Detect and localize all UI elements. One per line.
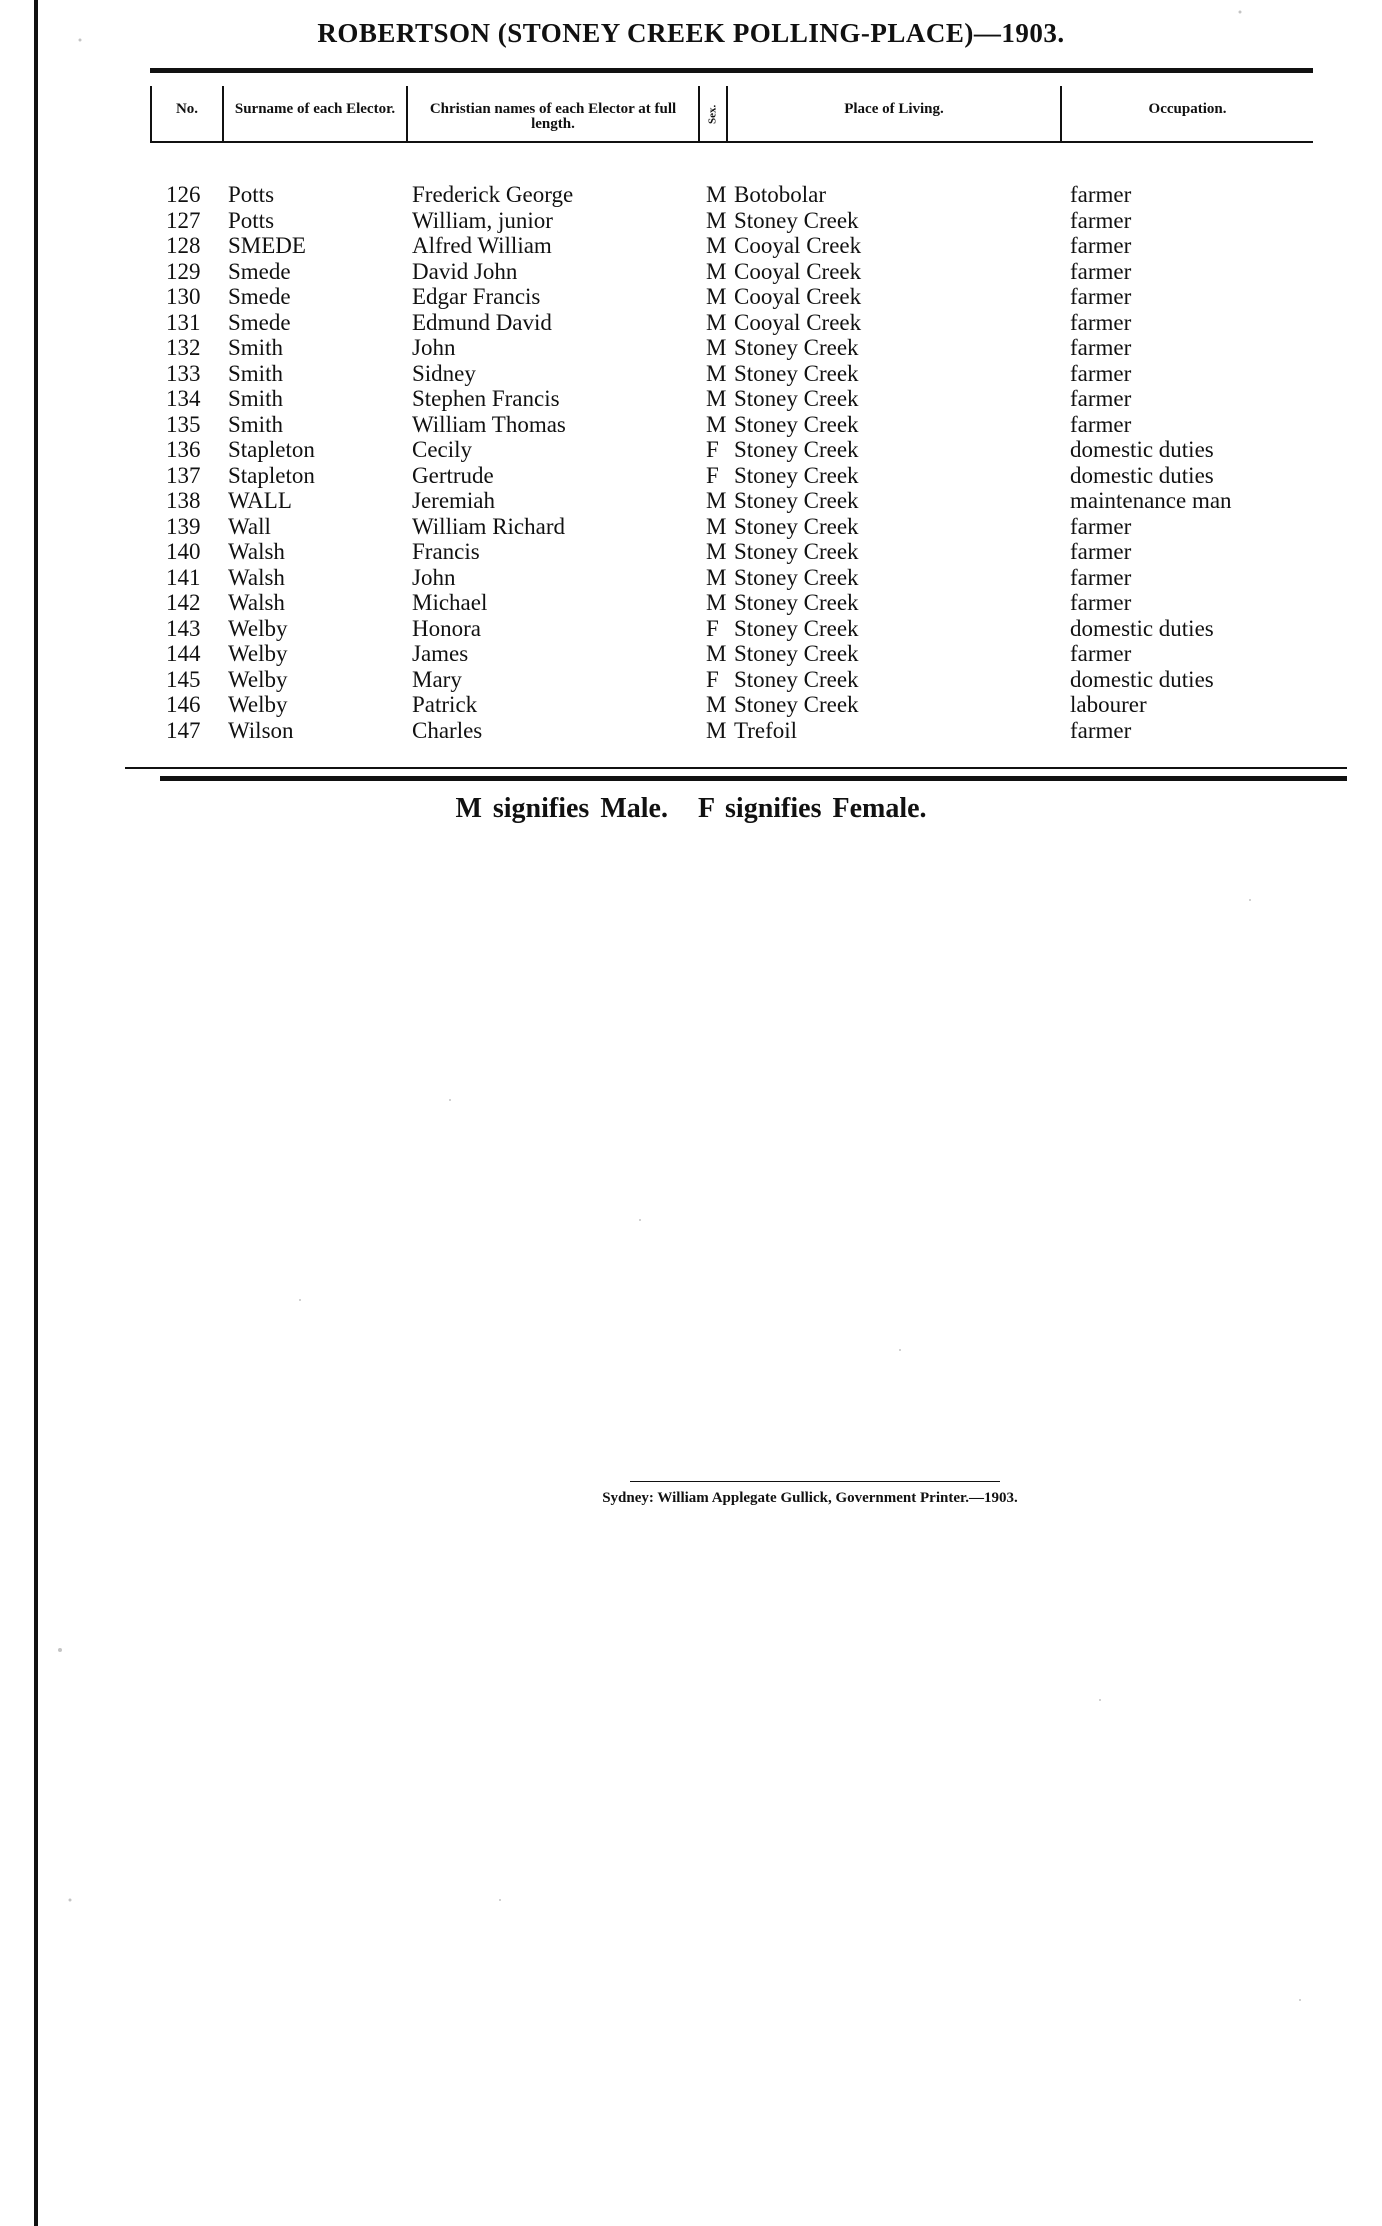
elector-surname: SMEDE: [228, 233, 306, 258]
elector-occupation: domestic duties: [1070, 666, 1214, 692]
elector-surname: Smith: [228, 411, 283, 437]
elector-christian-names: Edgar Francis: [412, 284, 541, 309]
page-title: ROBERTSON (STONEY CREEK POLLING-PLACE)—1903.: [317, 18, 1065, 48]
elector-occupation: farmer: [1070, 641, 1132, 666]
elector-christian-names: Mary: [412, 666, 462, 692]
elector-place-of-living: Stoney Creek: [734, 564, 859, 590]
elector-occupation: farmer: [1070, 360, 1132, 386]
elector-sex: M: [706, 258, 727, 284]
elector-sex: F: [706, 615, 719, 641]
elector-occupation: farmer: [1070, 717, 1132, 743]
elector-number: 141: [166, 564, 201, 590]
elector-place-of-living: Cooyal Creek: [734, 258, 862, 284]
elector-place-of-living: Stoney Creek: [734, 411, 859, 437]
elector-christian-names: James: [412, 641, 469, 666]
elector-surname: Walsh: [228, 564, 285, 590]
elector-christian-names: Edmund David: [412, 309, 552, 335]
elector-sex: M: [706, 182, 727, 207]
header-occupation: Occupation.: [1148, 101, 1227, 117]
elector-surname: Smede: [228, 284, 291, 309]
elector-occupation: farmer: [1070, 207, 1132, 233]
elector-place-of-living: Cooyal Creek: [734, 309, 862, 335]
elector-surname: Potts: [228, 182, 275, 207]
elector-surname: Welby: [228, 666, 288, 692]
elector-surname: Welby: [228, 641, 288, 666]
elector-place-of-living: Cooyal Creek: [734, 233, 862, 258]
elector-occupation: labourer: [1070, 692, 1147, 717]
elector-place-of-living: Stoney Creek: [734, 513, 859, 539]
elector-occupation: farmer: [1070, 258, 1132, 284]
elector-sex: M: [706, 564, 727, 590]
elector-number: 134: [166, 386, 201, 411]
elector-christian-names: William Richard: [412, 513, 566, 539]
elector-number: 129: [166, 258, 201, 284]
elector-surname: Welby: [228, 692, 288, 717]
elector-christian-names: Charles: [412, 717, 483, 743]
elector-number: 132: [166, 335, 201, 360]
elector-place-of-living: Trefoil: [734, 717, 798, 743]
elector-occupation: farmer: [1070, 539, 1132, 564]
elector-christian-names: William, junior: [412, 207, 553, 233]
elector-number: 146: [166, 692, 201, 717]
elector-occupation: farmer: [1070, 411, 1132, 437]
elector-occupation: farmer: [1070, 233, 1132, 258]
elector-number: 127: [166, 207, 201, 233]
elector-occupation: farmer: [1070, 386, 1132, 411]
elector-sex: M: [706, 641, 727, 666]
elector-place-of-living: Stoney Creek: [734, 488, 859, 513]
elector-christian-names: Frederick George: [412, 182, 574, 207]
elector-occupation: farmer: [1070, 513, 1132, 539]
elector-place-of-living: Stoney Creek: [734, 539, 859, 564]
elector-occupation: farmer: [1070, 182, 1132, 207]
elector-sex: M: [706, 335, 727, 360]
elector-sex: M: [706, 284, 727, 309]
elector-surname: WALL: [228, 488, 292, 513]
elector-sex: M: [706, 717, 727, 743]
elector-surname: Stapleton: [228, 462, 315, 488]
elector-number: 133: [166, 360, 201, 386]
elector-place-of-living: Stoney Creek: [734, 360, 859, 386]
elector-place-of-living: Stoney Creek: [734, 692, 859, 717]
elector-number: 143: [166, 615, 201, 641]
elector-number: 130: [166, 284, 201, 309]
elector-number: 145: [166, 666, 201, 692]
elector-sex: M: [706, 411, 727, 437]
legend-male: M signifies Male.: [455, 793, 668, 824]
elector-surname: Smede: [228, 309, 291, 335]
elector-place-of-living: Cooyal Creek: [734, 284, 862, 309]
elector-surname: Smede: [228, 258, 291, 284]
elector-number: 135: [166, 411, 201, 437]
elector-christian-names: Cecily: [412, 437, 473, 462]
elector-sex: M: [706, 513, 727, 539]
elector-number: 137: [166, 462, 201, 488]
elector-sex: M: [706, 590, 727, 615]
elector-sex: M: [706, 488, 727, 513]
elector-number: 131: [166, 309, 201, 335]
elector-number: 138: [166, 488, 201, 513]
elector-surname: Smith: [228, 335, 283, 360]
elector-christian-names: David John: [412, 258, 518, 284]
header-no: No.: [175, 101, 199, 117]
elector-christian-names: John: [412, 335, 456, 360]
elector-place-of-living: Stoney Creek: [734, 207, 859, 233]
header-christian-names: Christian names of each Elector at full length.: [429, 101, 677, 132]
legend-female: F signifies Female.: [697, 793, 927, 824]
elector-place-of-living: Stoney Creek: [734, 437, 859, 462]
elector-sex: M: [706, 309, 727, 335]
elector-christian-names: William Thomas: [412, 411, 566, 437]
elector-number: 140: [166, 539, 201, 564]
elector-sex: M: [706, 207, 727, 233]
elector-place-of-living: Stoney Creek: [734, 641, 859, 666]
elector-number: 144: [166, 641, 201, 666]
elector-christian-names: Jeremiah: [412, 488, 496, 513]
elector-place-of-living: Stoney Creek: [734, 462, 859, 488]
elector-occupation: domestic duties: [1070, 437, 1214, 462]
elector-christian-names: John: [412, 564, 456, 590]
elector-christian-names: Sidney: [412, 360, 476, 386]
elector-occupation: farmer: [1070, 335, 1132, 360]
elector-sex: M: [706, 539, 727, 564]
elector-place-of-living: Stoney Creek: [734, 666, 859, 692]
elector-occupation: farmer: [1070, 309, 1132, 335]
elector-occupation: maintenance man: [1070, 488, 1232, 513]
elector-sex: F: [706, 462, 719, 488]
elector-sex: F: [706, 666, 719, 692]
elector-surname: Wilson: [228, 717, 294, 743]
elector-christian-names: Michael: [412, 590, 488, 615]
elector-surname: Smith: [228, 386, 283, 411]
elector-christian-names: Alfred William: [412, 233, 552, 258]
elector-place-of-living: Stoney Creek: [734, 335, 859, 360]
elector-occupation: farmer: [1070, 564, 1132, 590]
header-surname: Surname of each Elector.: [234, 101, 396, 117]
elector-number: 136: [166, 437, 201, 462]
printer-imprint: Sydney: William Applegate Gullick, Government Printer.—1903.: [602, 1490, 1018, 1506]
header-sex: Sex.: [706, 104, 719, 124]
elector-sex: F: [706, 437, 719, 462]
elector-place-of-living: Stoney Creek: [734, 590, 859, 615]
elector-surname: Walsh: [228, 590, 285, 615]
elector-number: 139: [166, 513, 201, 539]
elector-sex: M: [706, 360, 727, 386]
elector-place-of-living: Stoney Creek: [734, 386, 859, 411]
elector-christian-names: Patrick: [412, 692, 478, 717]
elector-surname: Smith: [228, 360, 283, 386]
elector-surname: Potts: [228, 207, 275, 233]
elector-surname: Wall: [228, 513, 271, 539]
elector-sex: M: [706, 692, 727, 717]
elector-occupation: domestic duties: [1070, 615, 1214, 641]
elector-sex: M: [706, 386, 727, 411]
elector-surname: Walsh: [228, 539, 285, 564]
elector-number: 128: [166, 233, 201, 258]
elector-christian-names: Honora: [412, 615, 481, 641]
elector-christian-names: Stephen Francis: [412, 386, 560, 411]
elector-place-of-living: Botobolar: [734, 182, 826, 207]
elector-surname: Stapleton: [228, 437, 315, 462]
elector-christian-names: Gertrude: [412, 462, 494, 488]
elector-christian-names: Francis: [412, 539, 480, 564]
elector-place-of-living: Stoney Creek: [734, 615, 859, 641]
elector-number: 126: [166, 182, 201, 207]
elector-number: 142: [166, 590, 201, 615]
elector-number: 147: [166, 717, 201, 743]
elector-occupation: farmer: [1070, 284, 1132, 309]
header-place-of-living: Place of Living.: [844, 101, 944, 117]
elector-occupation: farmer: [1070, 590, 1132, 615]
elector-occupation: domestic duties: [1070, 462, 1214, 488]
elector-sex: M: [706, 233, 727, 258]
elector-surname: Welby: [228, 615, 288, 641]
